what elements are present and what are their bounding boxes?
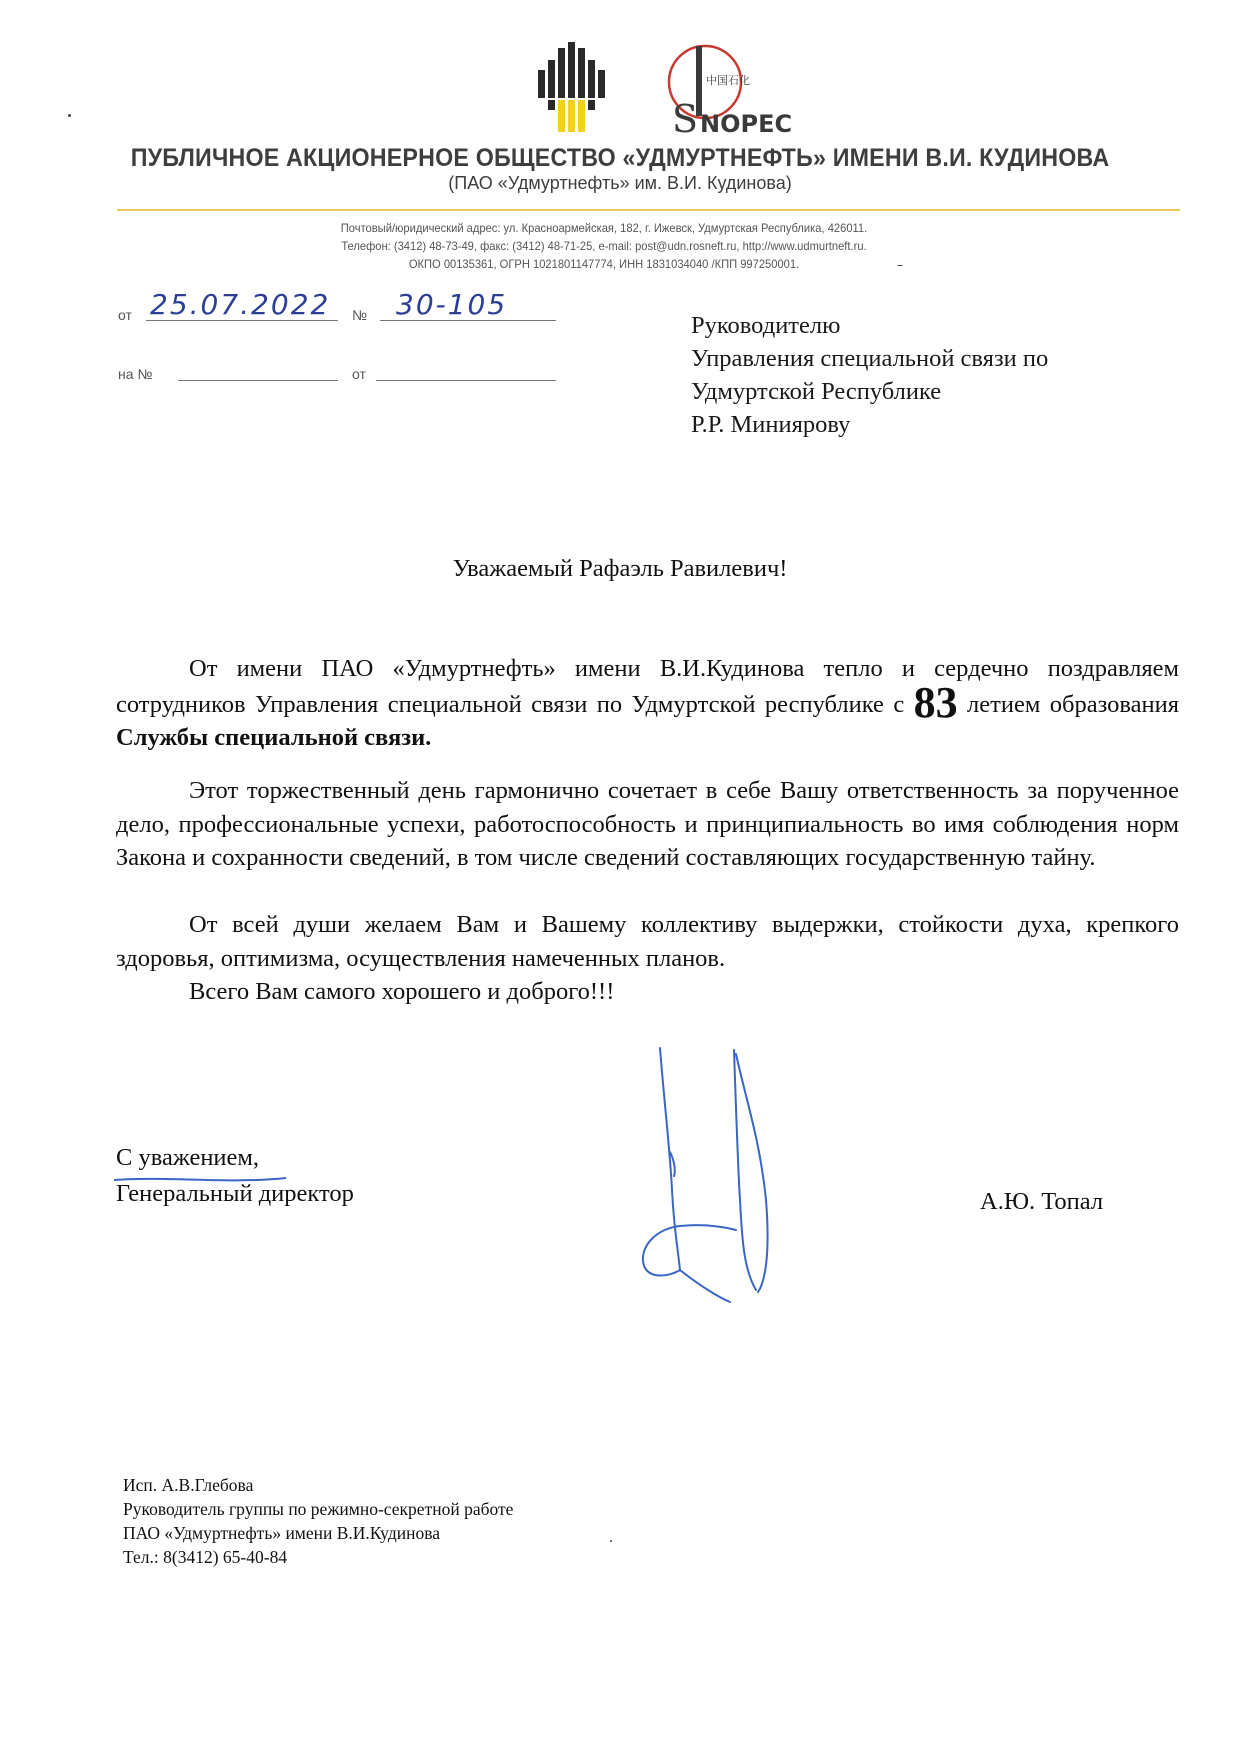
reply-date-line [376,380,556,381]
contact-phones: Телефон: (3412) 48-73-49, факс: (3412) 48-71-25, e-mail: post@udn.rosneft.ru, http://www.udmurtneft.ru. [341,239,867,253]
scan-speck [897,265,903,266]
reply-number-label: на № [118,366,153,382]
company-short-name: (ПАО «Удмуртнефть» им. В.И. Кудинова) [448,173,792,193]
addressee-line-3: Удмуртской Республике [691,378,942,405]
anniversary-number: 83 [913,677,958,727]
date-handwritten: 25.07.2022 [150,288,331,321]
paragraph-wishes: От всей души желаем Вам и Вашему коллективу выдержки, стойкости духа, крепкого здоровья, оптимизма, осуществления намеченных планов. [116,911,1179,972]
paragraph-closing-wish: Всего Вам самого хорошего и доброго!!! [189,978,615,1005]
sinopec-logo [660,40,793,141]
performer-position: Руководитель группы по режимно-секретной работе [123,1499,514,1519]
svg-text:S: S [672,97,699,141]
date-label: от [118,307,132,323]
signer-position: Генеральный директор [116,1180,354,1207]
performer-phone: Тел.: 8(3412) 65-40-84 [123,1547,288,1567]
addressee-line-2: Управления специальной связи по [691,345,1049,372]
regards-text: С уважением, [116,1144,260,1171]
reply-date-label: от [352,366,366,382]
rosneft-logo [536,40,616,135]
signer-name: А.Ю. Топал [980,1188,1104,1215]
contact-registry-codes: ОКПО 00135361, ОГРН 1021801147774, ИНН 1831034040 /КПП 997250001. [408,257,800,271]
paragraph-greeting [116,652,1179,755]
paragraph-greeting-text: От имени ПАО «Удмуртнефть» имени В.И.Кудинова тепло и сердечно поздравляем сотрудников Управления специальной связи по Удмуртской республике с [116,655,1179,718]
paragraph-achievements: Этот торжественный день гармонично сочетает в себе Вашу ответственность за порученное дело, профессиональные успехи, работоспособность и принципиальность во имя соблюдения норм Закона и сохранности сведений, в том числе сведений составляющих государственную тайну. [116,777,1179,871]
number-label: № [352,307,368,323]
paragraph-greeting-mid: летием образования [957,690,1179,718]
contact-address: Почтовый/юридический адрес: ул. Красноармейская, 182, г. Ижевск, Удмуртская Республика, 426011. [340,221,868,235]
handwritten-signature [640,1040,790,1310]
addressee-line-1: Руководителю [691,312,841,339]
salutation: Уважаемый Рафаэль Равилевич! [452,555,788,582]
letterhead-divider [117,209,1180,211]
scan-speck [610,1540,612,1542]
performer-name: Исп. А.В.Глебова [123,1475,254,1495]
reply-number-line [178,380,338,381]
svg-text:NOPEC: NOPEC [700,110,793,138]
svg-text:中国石化: 中国石化 [706,74,750,87]
number-handwritten: 30-105 [396,288,508,321]
service-name: Службы специальной связи. [116,724,432,751]
company-full-name: ПУБЛИЧНОЕ АКЦИОНЕРНОЕ ОБЩЕСТВО «УДМУРТНЕФТЬ» ИМЕНИ В.И. КУДИНОВА [130,144,1110,172]
addressee-line-4: Р.Р. Миниярову [691,411,851,438]
performer-company: ПАО «Удмуртнефть» имени В.И.Кудинова [123,1523,440,1543]
scan-speck [68,114,71,117]
